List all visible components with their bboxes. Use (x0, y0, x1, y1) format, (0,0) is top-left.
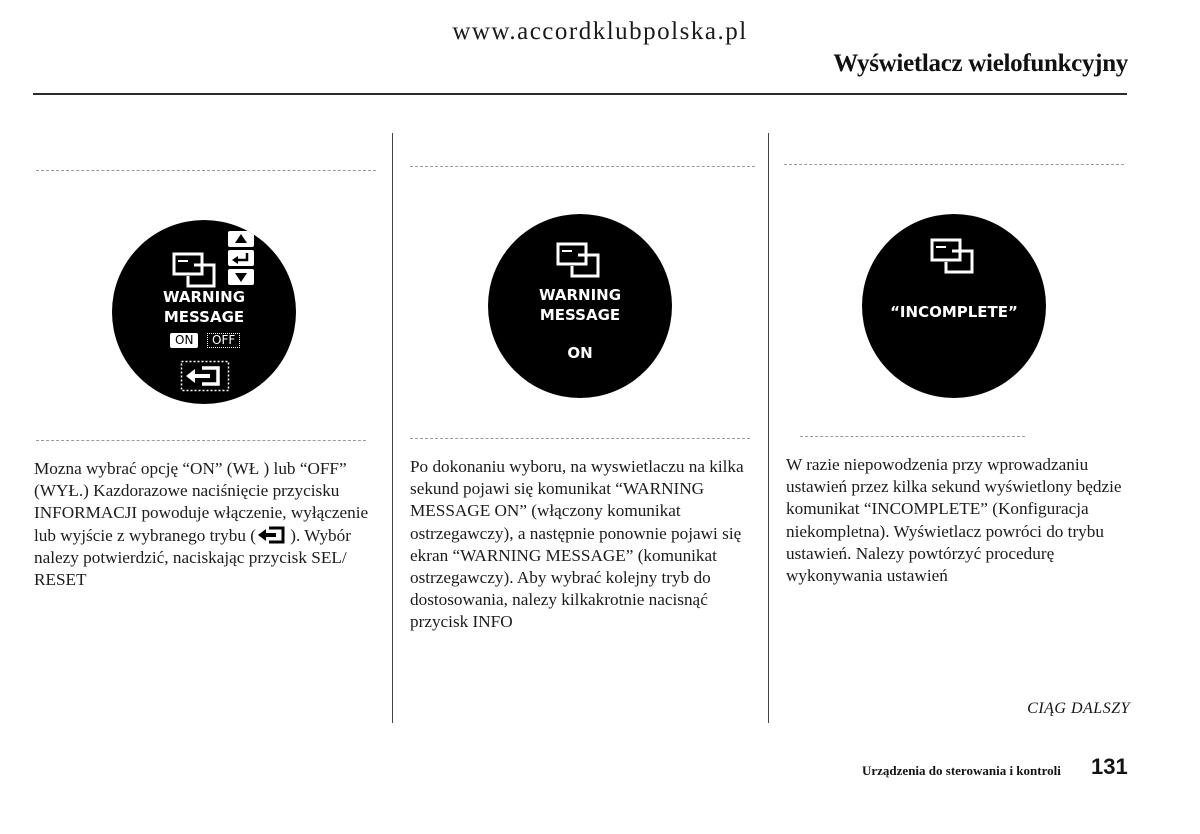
figure-frame-bottom-3 (800, 436, 1025, 437)
display-line-warning: WARNING (538, 286, 622, 304)
panel-3-text: W razie niepowodzenia przy wprowadzaniu ustawień przez kilka sekund wyświetlony będzie komunikat “INCOMPLETE” (Konfiguracja niekompletna). Wyświetlacz powróci do trybu ustawień. Nalezy powtórzyć procedurę wykonywania ustawień (786, 455, 1122, 586)
display-icon (930, 238, 976, 274)
figure-frame-top-2 (410, 166, 755, 167)
site-url: www.accordklubpolska.pl (452, 18, 748, 45)
display-icon (172, 252, 218, 288)
display-status-on: ON (567, 344, 593, 362)
continued-label: CIĄG DALSZY (1027, 700, 1130, 717)
back-return-icon-inline (256, 526, 286, 544)
figure-frame-top-3 (784, 164, 1124, 165)
back-return-icon (180, 360, 230, 392)
display-screen-1 (112, 220, 296, 404)
option-off: OFF (207, 333, 240, 348)
display-icon (556, 242, 602, 278)
arrow-down-icon (227, 268, 255, 286)
column-divider-right (768, 133, 769, 723)
display-line-incomplete: “INCOMPLETE” (890, 303, 1018, 321)
arrow-up-icon (227, 230, 255, 248)
display-line-message: MESSAGE (163, 308, 245, 326)
page-number: 131 (1091, 754, 1128, 779)
display-screen-2 (488, 214, 672, 398)
panel-1-text (34, 458, 374, 591)
header-rule (33, 93, 1127, 95)
panel-1-text-after-icon: ). Wybór nalezy potwierdzić, naciskając przycisk SEL/ RESET (34, 525, 351, 590)
column-divider-left (392, 133, 393, 723)
figure-frame-bottom-2 (410, 438, 750, 439)
option-on: ON (170, 333, 198, 348)
enter-icon (227, 249, 255, 267)
panel-1-text-before-icon: Mozna wybrać opcję “ON” (WŁ ) lub “OFF” (WYŁ.) Kazdorazowe naciśnięcie przycisku INFORMACJI powoduje włączenie, wyłączenie lub wyjście z wybranego trybu ( (34, 459, 369, 545)
display-line-message: MESSAGE (539, 306, 621, 324)
figure-frame-bottom-1 (36, 440, 366, 441)
chapter-title: Urządzenia do sterowania i kontroli (862, 763, 1061, 778)
section-title: Wyświetlacz wielofunkcyjny (833, 50, 1128, 77)
panel-2-text: Po dokonaniu wyboru, na wyswietlaczu na kilka sekund pojawi się komunikat “WARNING MESSAGE ON” (włączony komunikat ostrzegawczy), a następnie ponownie pojawi się ekran “WARNING MESSAGE” (komunikat ostrzegawczy). Aby wybrać kolejny tryb do dostosowania, nalezy kilkakrotnie nacisnąć przycisk INFO (410, 457, 744, 632)
display-line-warning: WARNING (162, 288, 246, 306)
figure-frame-top-1 (36, 170, 376, 171)
display-screen-3 (862, 214, 1046, 398)
